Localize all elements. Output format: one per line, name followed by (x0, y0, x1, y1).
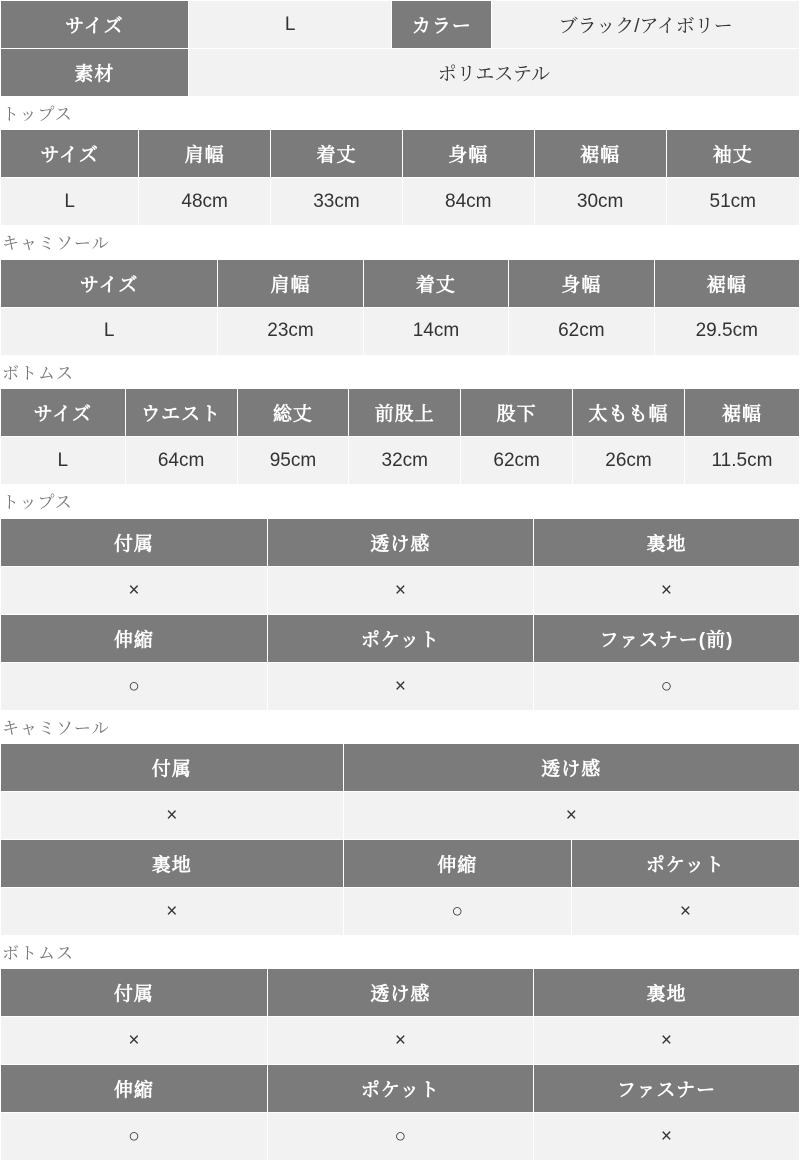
th-total-length: 総丈 (237, 389, 349, 437)
table-row (1, 1, 800, 49)
th-accessory: 付属 (1, 969, 268, 1017)
td-pocket: × (571, 887, 799, 935)
th-zipper: ファスナー(前) (533, 614, 799, 662)
td-sheerness: × (343, 791, 799, 839)
measurement-block-bottoms (0, 356, 800, 485)
td-stretch: ○ (343, 887, 571, 935)
th-bust: 身幅 (402, 130, 534, 178)
th-thigh: 太もも幅 (573, 389, 685, 437)
table-row (1, 839, 800, 887)
th-pocket: ポケット (267, 1065, 533, 1113)
table-row (1, 1065, 800, 1113)
spec-table-bottoms (0, 968, 800, 1161)
table-row (1, 887, 800, 935)
td-bust: 62cm (509, 307, 654, 355)
th-size: サイズ (1, 259, 218, 307)
th-accessory: 付属 (1, 518, 268, 566)
th-hem: 裾幅 (684, 389, 799, 437)
th-stretch: 伸縮 (343, 839, 571, 887)
spec-label-bottoms: ボトムス (2, 943, 74, 963)
th-sleeve: 袖丈 (666, 130, 799, 178)
spec-block-tops (0, 485, 800, 710)
th-length: 着丈 (363, 259, 508, 307)
table-row (1, 49, 800, 97)
td-hem: 29.5cm (654, 307, 799, 355)
basic-material-value: ポリエステル (188, 49, 799, 97)
td-total-length: 95cm (237, 437, 349, 485)
td-accessory: × (1, 566, 268, 614)
basic-material-header: 素材 (1, 49, 189, 97)
table-row (1, 130, 800, 178)
th-front-rise: 前股上 (349, 389, 461, 437)
th-sheerness: 透け感 (343, 743, 799, 791)
measurement-block-tops (0, 97, 800, 226)
td-shoulder: 23cm (218, 307, 363, 355)
td-thigh: 26cm (573, 437, 685, 485)
td-stretch: ○ (1, 662, 268, 710)
td-size: L (1, 178, 139, 226)
td-stretch: ○ (1, 1113, 268, 1161)
td-lining: × (533, 566, 799, 614)
table-row (1, 1017, 800, 1065)
table-row (1, 307, 800, 355)
basic-color-header: カラー (392, 1, 492, 49)
td-accessory: × (1, 791, 344, 839)
th-sheerness: 透け感 (267, 969, 533, 1017)
td-inseam: 62cm (461, 437, 573, 485)
td-zipper: ○ (533, 662, 799, 710)
table-row (1, 518, 800, 566)
th-inseam: 股下 (461, 389, 573, 437)
td-hem: 11.5cm (684, 437, 799, 485)
td-bust: 84cm (402, 178, 534, 226)
th-shoulder: 肩幅 (139, 130, 271, 178)
th-length: 着丈 (271, 130, 403, 178)
section-label-tops: トップス (2, 105, 73, 124)
th-hem: 裾幅 (654, 259, 799, 307)
table-row (1, 389, 800, 437)
table-row (1, 566, 800, 614)
measurement-block-camisole (0, 226, 800, 355)
table-row (1, 178, 800, 226)
spec-label-tops: トップス (2, 493, 73, 513)
spec-label-camisole: キャミソール (2, 718, 110, 738)
td-shoulder: 48cm (139, 178, 271, 226)
basic-size-value: L (188, 1, 392, 49)
td-pocket: × (267, 662, 533, 710)
basic-size-header: サイズ (1, 1, 189, 49)
th-stretch: 伸縮 (1, 1065, 268, 1113)
td-waist: 64cm (125, 437, 237, 485)
table-row (1, 437, 800, 485)
td-zipper: × (533, 1113, 799, 1161)
td-pocket: ○ (267, 1113, 533, 1161)
basic-info-block (0, 0, 800, 97)
basic-color-value: ブラック/アイボリー (492, 1, 800, 49)
table-row (1, 259, 800, 307)
td-front-rise: 32cm (349, 437, 461, 485)
table-row (1, 662, 800, 710)
th-size: サイズ (1, 130, 139, 178)
spec-block-bottoms (0, 936, 800, 1161)
table-row (1, 1113, 800, 1161)
th-lining: 裏地 (533, 969, 799, 1017)
th-pocket: ポケット (571, 839, 799, 887)
spec-table-tops (0, 518, 800, 711)
td-size: L (1, 307, 218, 355)
td-sleeve: 51cm (666, 178, 799, 226)
td-sheerness: × (267, 1017, 533, 1065)
th-hem: 裾幅 (534, 130, 666, 178)
table-row (1, 614, 800, 662)
th-bust: 身幅 (509, 259, 654, 307)
th-zipper: ファスナー (533, 1065, 799, 1113)
th-accessory: 付属 (1, 743, 344, 791)
th-stretch: 伸縮 (1, 614, 268, 662)
spec-block-camisole (0, 711, 800, 936)
th-size: サイズ (1, 389, 126, 437)
th-lining: 裏地 (1, 839, 344, 887)
measurement-table-tops (0, 129, 800, 226)
th-sheerness: 透け感 (267, 518, 533, 566)
th-waist: ウエスト (125, 389, 237, 437)
spec-table-camisole (0, 743, 800, 936)
td-lining: × (533, 1017, 799, 1065)
measurement-table-camisole (0, 259, 800, 356)
td-lining: × (1, 887, 344, 935)
td-size: L (1, 437, 126, 485)
td-hem: 30cm (534, 178, 666, 226)
measurement-table-bottoms (0, 388, 800, 485)
th-lining: 裏地 (533, 518, 799, 566)
section-label-bottoms: ボトムス (2, 363, 74, 383)
table-row (1, 791, 800, 839)
td-length: 33cm (271, 178, 403, 226)
table-row (1, 969, 800, 1017)
basic-info-table (0, 0, 800, 97)
th-pocket: ポケット (267, 614, 533, 662)
table-row (1, 743, 800, 791)
section-label-camisole: キャミソール (2, 234, 110, 254)
td-accessory: × (1, 1017, 268, 1065)
td-length: 14cm (363, 307, 508, 355)
td-sheerness: × (267, 566, 533, 614)
th-shoulder: 肩幅 (218, 259, 363, 307)
